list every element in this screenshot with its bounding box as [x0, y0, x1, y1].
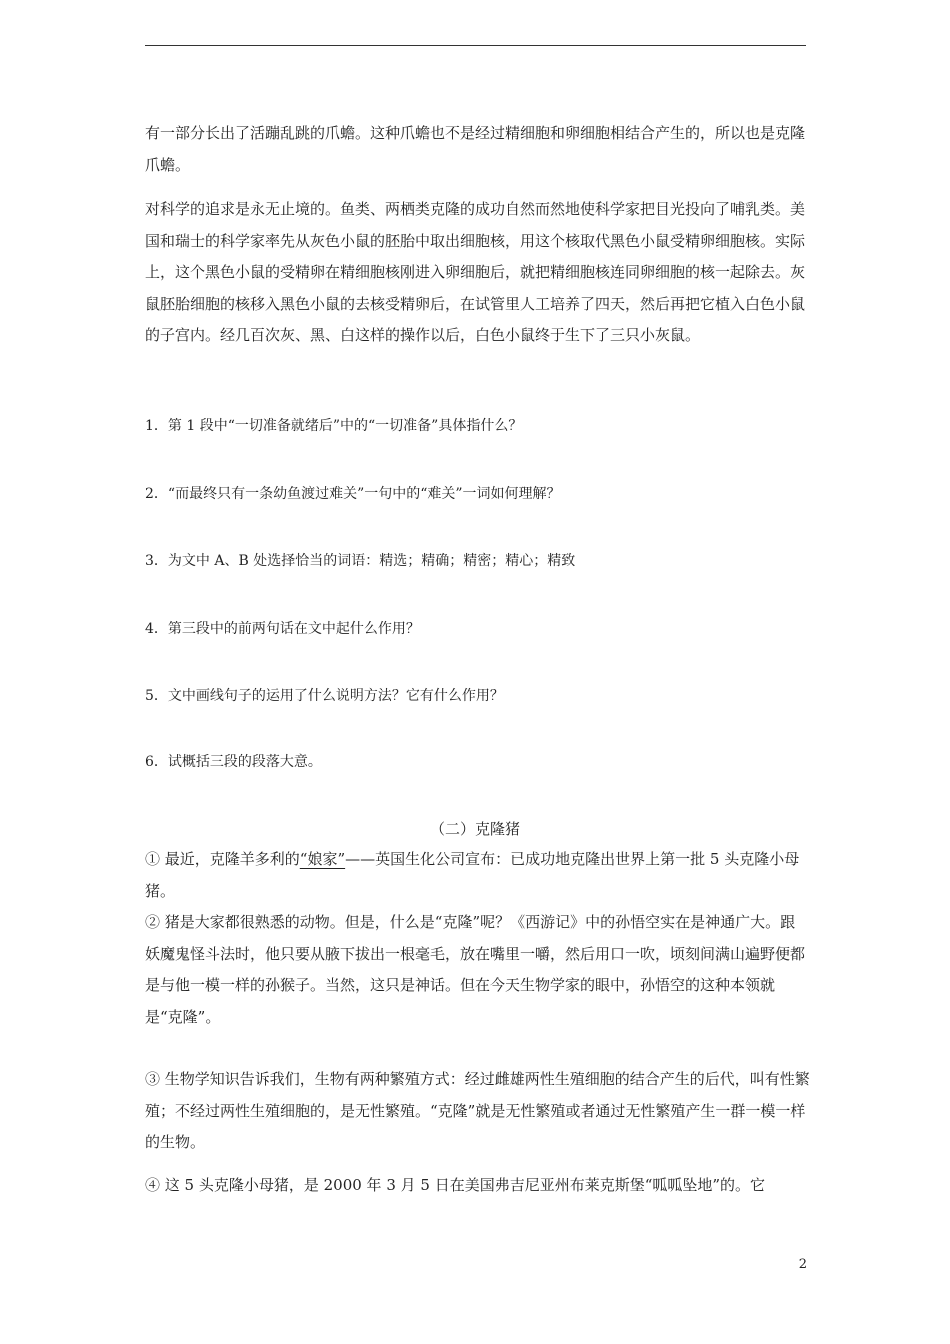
question-6: 6．试概括三段的段落大意。 — [145, 754, 322, 770]
question-4: 4．第三段中的前两句话在文中起什么作用？ — [145, 621, 420, 637]
paragraph-1 — [145, 844, 810, 907]
paragraph-4: ④ 这 5 头克隆小母猪，是 2000 年 3 月 5 日在美国弗吉尼亚州布莱克斯堡“呱呱坠地”的。它 — [145, 1176, 766, 1194]
paragraph-3: ③ 生物学知识告诉我们，生物有两种繁殖方式：经过雌雄两性生殖细胞的结合产生的后代，叫有性繁殖；不经过两性生殖细胞的，是无性繁殖。“克隆”就是无性繁殖或者通过无性繁殖产生一群一模一样的生物。 — [145, 1070, 810, 1151]
underlined-phrase: “娘家” — [299, 850, 346, 868]
question-2: 2．“而最终只有一条幼鱼渡过难关”一句中的“难关”一词如何理解？ — [145, 486, 561, 502]
paragraph-mammal-cloning: 对科学的追求是永无止境的。鱼类、两栖类克隆的成功自然而然地使科学家把目光投向了哺乳类。美国和瑞士的科学家率先从灰色小鼠的胚胎中取出细胞核，用这个核取代黑色小鼠受精卵细胞核。实际上，这个黑色小鼠的受精卵在精细胞核刚进入卵细胞后，就把精细胞核连同卵细胞的核一起除去。灰鼠胚胎细胞的核移入黑色小鼠的去核受精卵后，在试管里人工培养了四天，然后再把它植入白色小鼠的子宫内。经几百次灰、黑、白这样的操作以后，白色小鼠终于生下了三只小灰鼠。 — [145, 200, 806, 344]
question-5: 5．文中画线句子的运用了什么说明方法？它有什么作用？ — [145, 688, 504, 704]
page-number: 2 — [798, 1257, 807, 1272]
paragraph-2: ② 猪是大家都很熟悉的动物。但是，什么是“克隆”呢？《西游记》中的孙悟空实在是神通广大。跟妖魔鬼怪斗法时，他只要从腋下拔出一根毫毛，放在嘴里一嚼，然后用口一吹，顷刻间满山遍野便都是与他一模一样的孙猴子。当然，这只是神话。但在今天生物学家的眼中，孙悟空的这种本领就是“克隆”。 — [145, 913, 806, 1026]
question-3: 3．为文中 A、B 处选择恰当的词语：精选；精确；精密；精心；精致 — [145, 553, 576, 569]
paragraph-1-prefix: ① 最近，克隆羊多利的 — [145, 850, 300, 868]
paragraph-1-suffix: ——英国生化公司宣布：已成功地克隆出世界上第一批 5 头克隆小母猪。 — [145, 850, 800, 900]
section-title: （二）克隆猪 — [429, 820, 520, 838]
question-1: 1．第 1 段中“一切准备就绪后”中的“一切准备”具体指什么？ — [145, 418, 523, 434]
paragraph-continuation: 有一部分长出了活蹦乱跳的爪蟾。这种爪蟾也不是经过精细胞和卵细胞相结合产生的，所以也是克隆爪蟾。 — [145, 124, 806, 174]
header-rule — [145, 45, 806, 46]
